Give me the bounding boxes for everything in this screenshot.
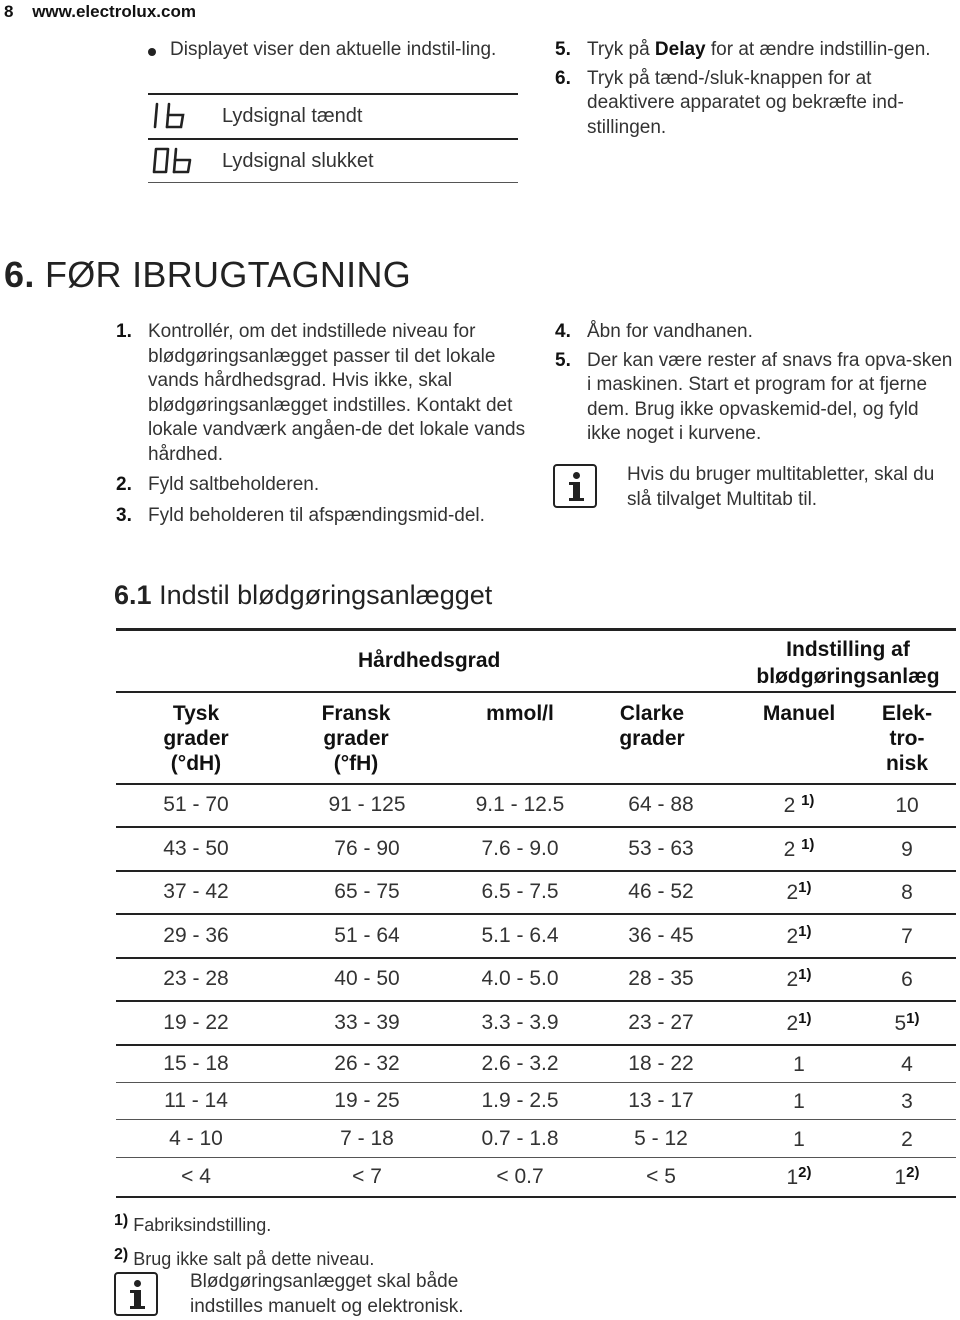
- step-text-pre: Tryk på: [587, 39, 655, 60]
- col-header: Clarke grader: [619, 701, 685, 750]
- table-row: 29 - 36 51 - 64 5.1 - 6.4 36 - 45 2$^{1)}$ 7: [116, 914, 956, 958]
- bullet-dot: [148, 48, 156, 56]
- display-0b-icon: [150, 146, 194, 176]
- right-steps: [555, 320, 955, 451]
- table-row: 43 - 50 76 - 90 7.6 - 9.0 53 - 63 2 $^{1)}$ 9: [116, 827, 956, 871]
- signal-row: [148, 138, 518, 183]
- intro-steps: [555, 38, 945, 144]
- header-url[interactable]: www.electrolux.com: [32, 2, 196, 21]
- display-1b-icon: [150, 101, 190, 131]
- step-number: 4.: [555, 321, 571, 342]
- left-steps: [116, 320, 526, 532]
- header-hardness: Hårdhedsgrad: [358, 648, 501, 672]
- table-sub-header: [116, 692, 956, 784]
- step-number: 5.: [555, 349, 571, 371]
- step-number: 2.: [116, 474, 132, 495]
- intro-bullet-text: Displayet viser den aktuelle indstil-ling.: [170, 39, 497, 60]
- step-text: Fyld saltbeholderen.: [148, 474, 320, 495]
- table-row: 23 - 28 40 - 50 4.0 - 5.0 28 - 35 2$^{1)}$ 6: [116, 958, 956, 1002]
- step-text-post: for at ændre indstillin-gen.: [705, 39, 931, 60]
- col-header: Elek-tro-nisk: [881, 701, 933, 775]
- subsection-title: Indstil blødgøringsanlægget: [159, 580, 493, 610]
- col-header: Fransk grader (°fH): [321, 701, 391, 775]
- footnote: $^{1)}$ Fabriksindstilling.: [114, 1212, 272, 1235]
- col-header: Tysk grader (°dH): [163, 701, 229, 775]
- step-item: [116, 504, 526, 529]
- step-text: Åbn for vandhanen.: [587, 321, 753, 342]
- step-item: [555, 320, 955, 345]
- table-row: 11 - 14 19 - 25 1.9 - 2.5 13 - 17 1 3: [116, 1082, 956, 1120]
- step-item: [555, 67, 945, 141]
- table-row: 4 - 10 7 - 18 0.7 - 1.8 5 - 12 1 2: [116, 1120, 956, 1158]
- bottom-info-text: Blødgøringsanlægget skal både indstilles manuelt og elektronisk.: [190, 1271, 464, 1317]
- subsection-number: 6.1: [114, 580, 152, 610]
- step-number: 5.: [555, 39, 571, 60]
- table-row: 15 - 18 26 - 32 2.6 - 3.2 18 - 22 1 4: [116, 1045, 956, 1083]
- footnote: $^{2)}$ Brug ikke salt på dette niveau.: [114, 1246, 375, 1269]
- header-setting: Indstilling af blødgøringsanlæg: [756, 637, 940, 688]
- softener-table: [116, 628, 956, 1198]
- step-text: Tryk på tænd-/sluk-knappen for at deaktivere apparatet og bekræfte ind-stillingen.: [587, 67, 904, 138]
- step-item: [116, 320, 526, 467]
- table-row: 19 - 22 33 - 39 3.3 - 3.9 23 - 27 2$^{1)}$ 5$^{1)}$: [116, 1001, 956, 1045]
- step-item: [116, 473, 526, 498]
- step-text-bold: Delay: [654, 39, 706, 60]
- col-header: Manuel: [762, 701, 836, 725]
- table-row: 51 - 70 91 - 125 9.1 - 12.5 64 - 88 2 $^{1)}$ 10: [116, 784, 956, 828]
- step-item: [555, 38, 945, 63]
- section-title: FØR IBRUGTAGNING: [44, 254, 412, 295]
- signal-row: [148, 93, 518, 138]
- step-item: [555, 349, 955, 447]
- table-row: < 4 < 7 < 0.7 < 5 1$^{2)}$ 1$^{2)}$: [116, 1158, 956, 1197]
- section-number: 6.: [4, 254, 35, 295]
- table-group-header: [116, 630, 956, 692]
- step-number: 3.: [116, 504, 132, 526]
- step-text: Der kan være rester af snavs fra opva-sken i maskinen. Start et program for at fjerne dem. Brug ikke opvaskemid-del, og fyld ikke noget i kurvene.: [587, 349, 953, 444]
- signal-label: Lydsignal tændt: [222, 105, 363, 127]
- page-header: [4, 2, 196, 22]
- signal-label: Lydsignal slukket: [222, 150, 374, 172]
- page-number: 8: [4, 2, 14, 21]
- info-icon: [553, 464, 597, 508]
- col-header: mmol/l: [486, 701, 554, 725]
- step-text: Kontrollér, om det indstillede niveau for blødgøringsanlægget passer til det lokale vands hårdhedsgrad. Hvis ikke, skal blødgøringsanlægget indstilles. Kontakt det lokale vandværk angåen-de det lokale vands hårdhed.: [148, 321, 526, 465]
- step-number: 6.: [555, 67, 571, 89]
- step-text: Fyld beholderen til afspændingsmid-del.: [148, 504, 485, 526]
- subsection-heading: [114, 580, 492, 611]
- info-icon: [114, 1272, 158, 1316]
- footnotes: [114, 1206, 374, 1274]
- table-row: 37 - 42 65 - 75 6.5 - 7.5 46 - 52 2$^{1)}$ 8: [116, 871, 956, 915]
- signal-table: [148, 93, 518, 183]
- section-heading: [4, 254, 411, 296]
- step-number: 1.: [116, 321, 132, 342]
- info-text: Hvis du bruger multitabletter, skal du slå tilvalget Multitab til.: [627, 464, 935, 510]
